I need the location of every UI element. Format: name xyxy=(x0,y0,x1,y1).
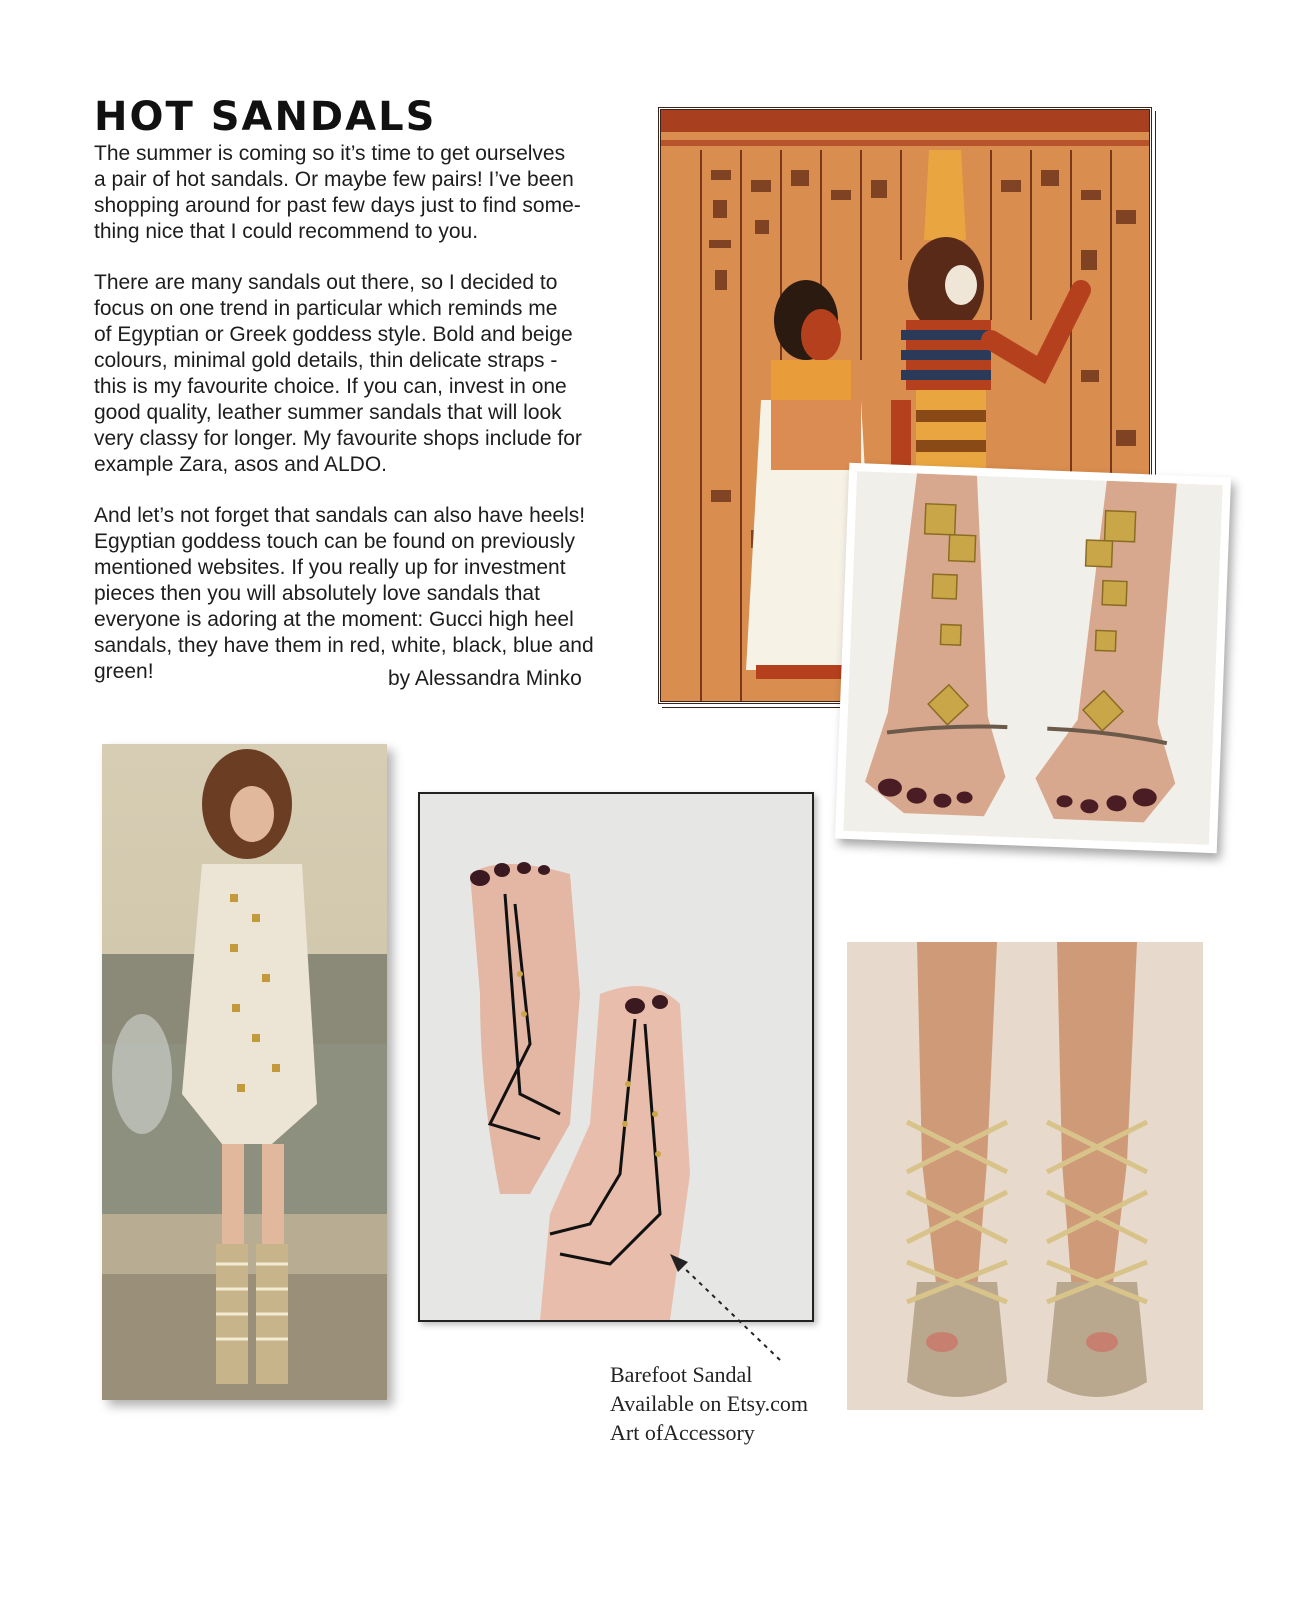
jeweled-sandal-image xyxy=(835,463,1231,853)
article-body xyxy=(94,141,619,685)
caption-pointer-arrow xyxy=(660,1250,790,1370)
caption-line-2: Available on Etsy.com xyxy=(610,1391,808,1416)
article-title: HOT SANDALS xyxy=(94,94,437,140)
caption-line-1: Barefoot Sandal xyxy=(610,1362,753,1387)
laceup-sandal-image xyxy=(847,942,1203,1410)
model-gladiator-boots-image xyxy=(102,744,387,1400)
article-byline: by Alessandra Minko xyxy=(388,667,582,690)
article-paragraph-3: And let’s not forget that sandals can also have heels! Egyptian goddess touch can be found on previously mentioned websites. If you really up for investment pieces then you will absolutely love sandals that everyone is adoring at the moment: Gucci high heel sandals, they have them in red, white, black, blue and green! xyxy=(94,504,594,683)
caption-line-3: Art ofAccessory xyxy=(610,1420,755,1445)
article-paragraph-2: There are many sandals out there, so I decided to focus on one trend in particular which reminds me of Egyptian or Greek goddess style. Bold and beige colours, minimal gold details, thin delicate straps - this is my favourite choice. If you can, invest in one good quality, leather summer sandals that will look very classy for longer. My favourite shops include for example Zara, asos and ALDO. xyxy=(94,271,582,476)
article-paragraph-1: The summer is coming so it’s time to get ourselves a pair of hot sandals. Or maybe few pairs! I’ve been shopping around for past few days just to find some- thing nice that I could recommend to you. xyxy=(94,142,581,243)
barefoot-sandal-caption xyxy=(610,1360,808,1447)
barefoot-sandal-image xyxy=(418,792,814,1322)
